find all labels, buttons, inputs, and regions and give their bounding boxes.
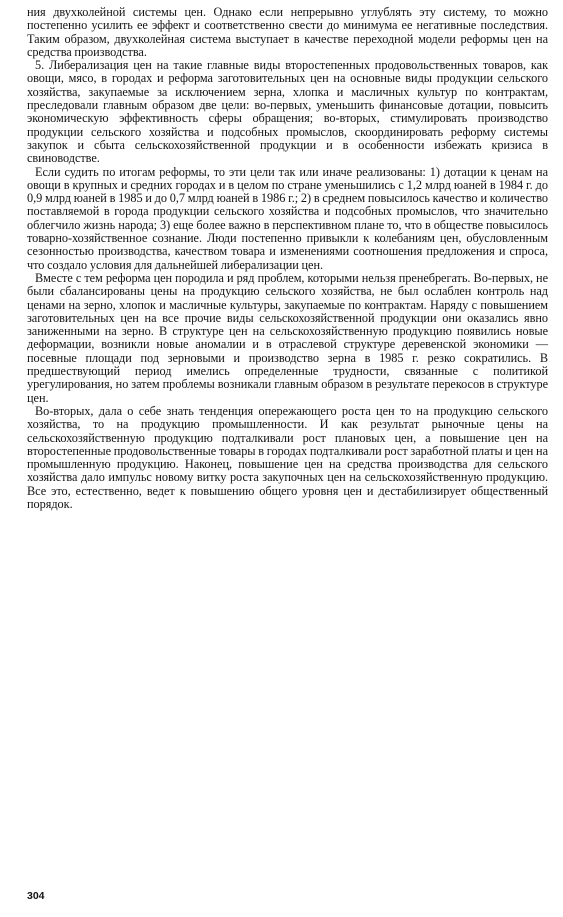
page-number: 304 [27,890,45,902]
document-page [27,6,548,911]
paragraph-second-problem: Во-вторых, дала о себе знать тенденция опережающего роста цен то на продукцию сельского хозяйства, то на продукцию промышленности. И как результат рыночные цены на сельскохозяйственную продукцию подталкивали рост плановых цен, а повышение цен на второстепенные продовольственные товары в городах подталкивали рост заработной платы и цен на промышленную продукцию. Наконец, повышение цен на средства производства для сельского хозяйства дало импульс новому витку роста закупочных цен на сельскохозяйственную продукцию. Все это, естественно, ведет к повышению общего уровня цен и дестабилизирует общественный порядок. [27,403,548,511]
paragraph-results: Если судить по итогам реформы, то эти цели так или иначе реализованы: 1) дотации к ценам на овощи в крупных и средних городах и в целом по стране уменьшились с 1,2 млрд юаней в 1984 г. до 0,9 млрд юаней в 1985 и до 0,7 млрд юаней в 1986 г.; 2) в среднем повысилось качество и количество поставляемой в города продукции сельского хозяйства и подсобных промыслов, что значительно облегчило жизнь народа; 3) еще более важно в перспективном плане то, что в обществе повысилось товарно-хозяйственное сознание. Люди постепенно привыкли к колебаниям цен, обусловленным сезонностью производства, качеством товара и изменениями соотношения предложения и спроса, что создало условия для дальнейшей либерализации цен. [27,164,548,272]
paragraph-problems: Вместе с тем реформа цен породила и ряд проблем, которыми нельзя пренебрегать. Во-первых, не были сбалансированы цены на продукцию сельского хозяйства, не был ослаблен контроль над ценами на зерно, хлопок и масличные культуры, закупаемые по контрактам. Наряду с повышением заготовительных цен на все прочие виды сельскохозяйственной продукции они оказались явно заниженными на зерно. В структуре цен на сельскохозяйственную продукцию появились новые деформации, возникли новые аномалии и в отраслевой структуре деревенской экономики — посевные площади под зерновыми и производство зерна в 1985 г. резко сократились. В предшествующий период имелись определенные трудности, связанные с политикой урегулирования, но затем проблемы возникали главным образом в результате перекосов в структуре цен. [27,270,548,405]
paragraph-liberalization: 5. Либерализация цен на такие главные виды второстепенных продовольственных товаров, как овощи, мясо, в городах и реформа заготовительных цен на основные виды продукции сельского хозяйства, закупаемые за исключением зерна, хлопка и масличных культур по контрактам, преследовали главным образом две цели: во-первых, уменьшить финансовые дотации, повысить экономическую эффективность сферы обращения; во-вторых, стимулировать производство продукции сельского хозяйства и подсобных промыслов, скоординировать реформу системы закупок и сбыта сельскохозяйственной продукции и в особенности избежать кризиса в свиноводстве. [27,58,548,166]
paragraph-continuation: ния двухколейной системы цен. Однако если непрерывно углублять эту систему, то можно постепенно усилить ее эффект и соответственно свести до минимума ее негативные последствия. Таким образом, двухколейная система выступает в качестве переходной модели реформы цен на средства производства. [27,5,548,59]
